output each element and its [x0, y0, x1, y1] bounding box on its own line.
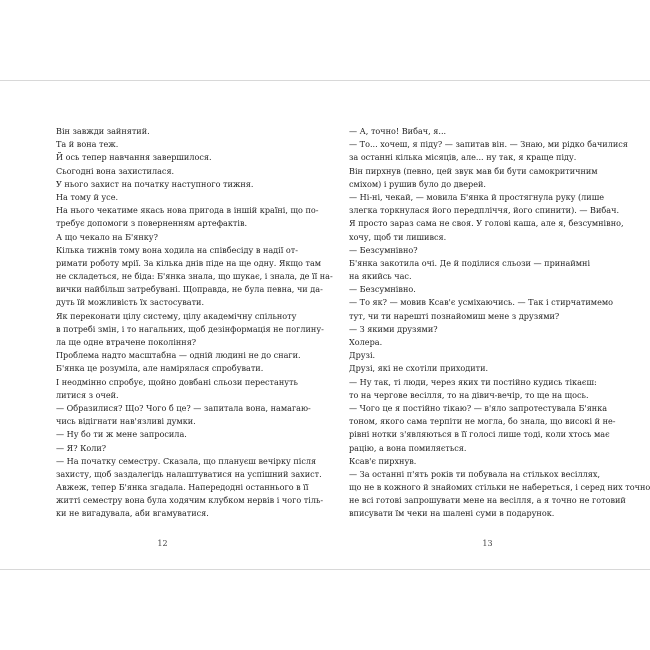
text-line: Я просто зараз сама не своя. У голові каша, але я, безсумнівно, [349, 218, 624, 229]
text-line: тут, чи ти нарешті познайомиш мене з друзями? [349, 310, 560, 321]
text-line: — То як? — мовив Ксав'є усміхаючись. — Так і стирчатимемо [349, 297, 614, 308]
text-line: У нього захист на початку наступного тижня. [56, 178, 254, 189]
text-line: — Безсумнівно? [349, 244, 418, 255]
text-line: — З якими друзями? [349, 323, 438, 334]
text-line: Б'янка закотила очі. Де й поділися сльози — принаймні [349, 257, 591, 268]
text-line: требує допомоги з поверненням артефактів. [56, 218, 248, 229]
right-page-number: 13 [482, 539, 493, 548]
text-line: ки не вигадувала, аби вгамуватися. [56, 508, 209, 519]
text-line: за останні кілька місяців, але... ну так, я краще піду. [349, 152, 577, 163]
text-line: ла ще одне втрачене покоління? [56, 337, 197, 347]
text-line: Холера. [349, 337, 383, 347]
text-line: — На початку семестру. Сказала, що плануєш вечірку після [56, 455, 317, 466]
text-line: Як переконати цілу систему, цілу академічну спільноту [56, 310, 297, 321]
text-line: Авжеж, тепер Б'янка згадала. Напередодні останнього в її [56, 482, 309, 493]
text-line: чись відігнати нав'язливі думки. [56, 416, 196, 427]
text-line: — То... хочеш, я піду? — запитав він. — Знаю, ми рідко бачилися [349, 139, 628, 150]
text-line: На тому й усе. [56, 191, 119, 202]
text-line: Й ось тепер навчання завершилося. [56, 152, 212, 163]
text-line: то на чергове весілля, то на дівич-вечір, то ще на щось. [349, 389, 589, 400]
text-line: Друзі, які не схотіли приходити. [349, 363, 489, 374]
text-line: Він завжди зайнятий. [56, 126, 150, 136]
text-line: злегка торкнулася його передпліччя, його спинити). — Вибач. [349, 205, 620, 216]
text-line: Кілька тижнів тому вона ходила на співбесіду в надії от- [56, 244, 298, 255]
text-line: — Я? Коли? [56, 442, 107, 453]
text-line: Проблема надто масштабна — одній людині не до снаги. [56, 350, 301, 361]
left-page-number: 12 [157, 539, 168, 548]
text-line: рівні нотки з'являються в її голосі лише тоді, коли хтось має [349, 429, 610, 440]
text-line: На нього чекатиме якась нова пригода в іншій країні, що по- [56, 205, 319, 216]
text-line: дуть їй можливість їх застосувати. [56, 297, 205, 308]
left-page-text [56, 125, 333, 521]
text-line: що не в кожного й знайомих стільки не набереться, і серед них точно [349, 482, 650, 493]
book-spread [0, 80, 650, 570]
text-line: захисту, щоб заздалегідь налаштуватися на успішний захист. [56, 468, 322, 479]
text-line: Сьогодні вона захистилася. [56, 165, 175, 176]
text-line: І неодмінно спробує, щойно довбані сльози перестануть [56, 376, 298, 387]
text-line: — За останні п'ять років ти побувала на стількох весіллях, [349, 468, 601, 479]
text-line: вички найбільш затребувані. Щоправда, не була певна, чи да- [56, 284, 323, 295]
text-line: литися з очей. [56, 389, 119, 400]
text-line: тоном, якого сама терпіти не могла, бо знала, що високі й не- [349, 416, 616, 427]
right-page [325, 81, 650, 569]
left-page [0, 81, 333, 569]
right-page-text [349, 125, 650, 521]
text-line: Ксав'є пирхнув. [349, 455, 417, 466]
text-line: Б'янка це розуміла, але намірялася спробувати. [56, 363, 264, 374]
text-line: А що чекало на Б'янку? [56, 231, 158, 242]
text-line: житті семестру вона була ходячим клубком нервів і чого тіль- [56, 495, 324, 506]
text-line: — Ні-ні, чекай, — мовила Б'янка й простягнула руку (лише [349, 191, 605, 202]
text-line: не складеться, не біда: Б'янка знала, що шукає, і знала, де її на- [56, 271, 333, 282]
text-line: не всі готові запрошувати мене на весілля, а я точно не готовий [349, 495, 626, 506]
text-line: в потребі змін, і то нагальних, щоб дезінформація не поглину- [56, 323, 324, 334]
text-line: — Чого це я постійно тікаю? — в'яло запротестувала Б'янка [349, 402, 608, 413]
text-line: хочу, щоб ти лишився. [349, 231, 447, 242]
text-line: римати роботу мрії. За кілька днів піде на ще одну. Якщо там [56, 257, 322, 268]
text-line: сміхом) і рушив було до дверей. [349, 178, 486, 189]
text-line: на якийсь час. [349, 271, 412, 282]
text-line: — Ну так, ті люди, через яких ти постійно кудись тікаєш: [349, 376, 597, 387]
text-line: вписувати їм чеки на шалені суми в подарунок. [349, 508, 555, 519]
text-line: — Образилися? Що? Чого б це? — запитала вона, намагаю- [56, 402, 311, 413]
text-line: — Безсумнівно. [349, 284, 416, 295]
text-line: Та й вона теж. [56, 139, 119, 150]
text-line: Він пирхнув (певно, цей звук мав би бути самокритичним [349, 165, 598, 176]
text-line: — Ну бо ти ж мене запросила. [56, 429, 187, 440]
text-line: рацію, а вона помиляється. [349, 442, 467, 453]
text-line: — А, точно! Вибач, я... [349, 126, 447, 136]
text-line: Друзі. [349, 350, 376, 361]
